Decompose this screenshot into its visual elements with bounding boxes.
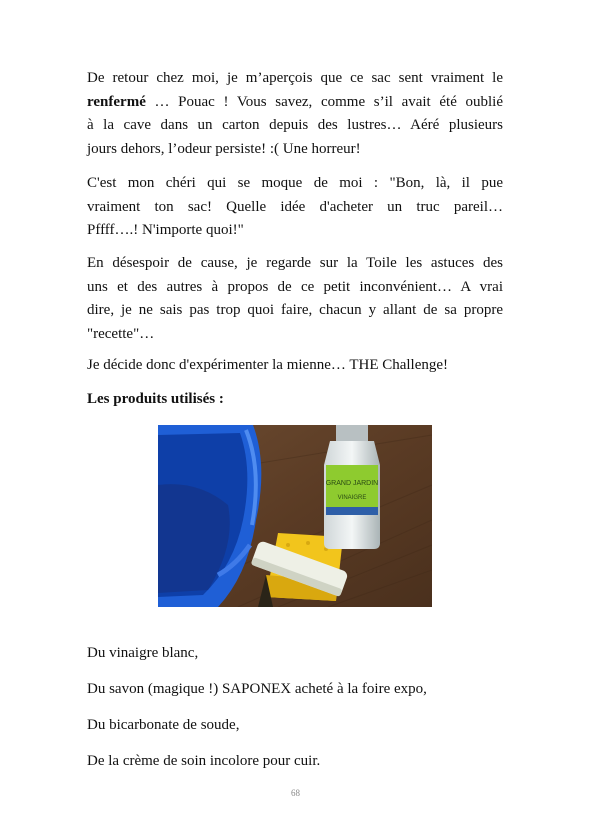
paragraph-2 [87, 172, 503, 243]
paragraph-line: C'est mon chéri qui se moque de moi : "Bon, là, il pue [87, 175, 503, 191]
bottle-label: GRAND JARDIN [325, 480, 379, 487]
vinegar-bottle [324, 425, 380, 549]
paragraph-line: jours dehors, l’odeur persiste! :( Une horreur! [87, 140, 361, 157]
list-item: Du vinaigre blanc, [87, 645, 199, 661]
paragraph-line: uns et des autres à propos de ce petit inconvénient… A vrai [87, 278, 503, 295]
paragraph-line: Je décide donc d'expérimenter la mienne… THE Challenge! [87, 357, 449, 373]
section-heading: Les produits utilisés : [87, 391, 224, 407]
paragraph-line: Pffff….! N'importe quoi!" [87, 222, 244, 238]
paragraph-line: En désespoir de cause, je regarde sur la Toile les astuces des [87, 255, 503, 271]
list-item: Du bicarbonate de soude, [87, 717, 240, 733]
paragraph-line [87, 91, 503, 115]
paragraph-line: vraiment ton sac! Quelle idée d'acheter un truc pareil… [87, 198, 503, 215]
line-text: … Pouac ! Vous savez, comme s’il avait été oublié [145, 93, 503, 110]
paragraph-line: à la cave dans un carton depuis des lustres… Aéré plusieurs [87, 117, 503, 133]
products-photo [158, 425, 432, 607]
list-item: Du savon (magique !) SAPONEX acheté à la foire expo, [87, 681, 427, 697]
paragraph-1 [87, 67, 503, 161]
paragraph-4 [87, 354, 503, 378]
paragraph-line: "recette"… [87, 325, 155, 342]
bold-word: renfermé [87, 93, 146, 110]
paragraph-3 [87, 252, 503, 346]
paragraph-line: dire, je ne sais pas trop quoi faire, chacun y allant de sa propre [87, 302, 503, 318]
bottle-sublabel: VINAIGRE [337, 495, 367, 501]
page-number: 68 [291, 788, 300, 798]
paragraph-line: De retour chez moi, je m’aperçois que ce sac sent vraiment le [87, 70, 503, 86]
list-item: De la crème de soin incolore pour cuir. [87, 753, 321, 769]
